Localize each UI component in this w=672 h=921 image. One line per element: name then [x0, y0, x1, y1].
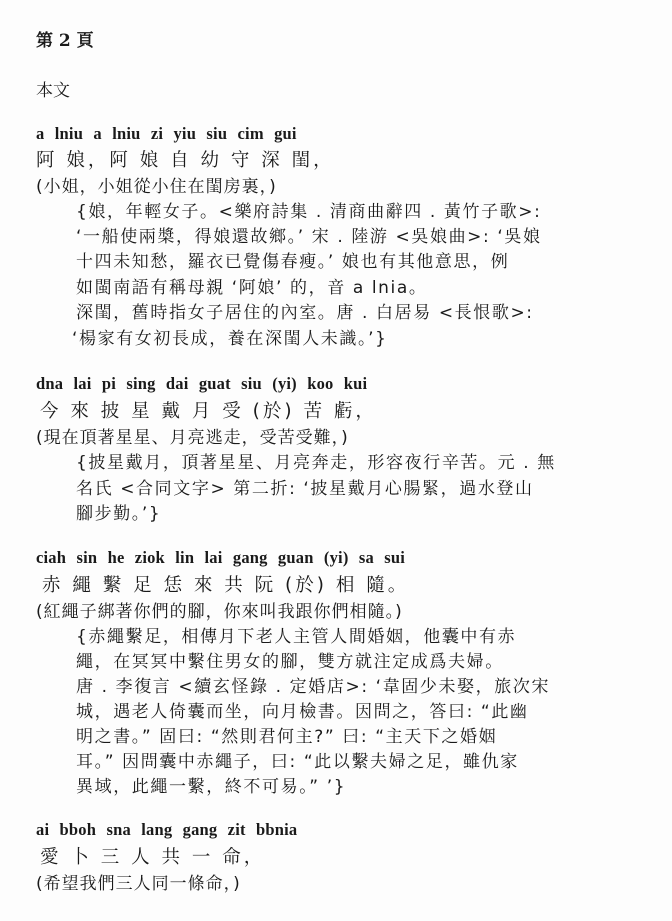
- stanza-romanization: ciah sin he ziok lin lai gang guan (yi) sa sui: [36, 548, 406, 567]
- stanza-romanization: a lniu a lniu zi yiu siu cim gui: [36, 124, 297, 143]
- stanza-gloss: (紅繩子綁著你們的腳，你來叫我跟你們相隨。): [36, 602, 403, 622]
- page-number: 第 2 頁: [36, 31, 94, 51]
- annotation-line: ‘一船使兩槳，得娘還故鄉。’ 宋 . 陸游 <吳娘曲>: ‘吳娘: [76, 227, 542, 247]
- annotation-line: 十四未知愁，羅衣已覺傷春瘦。’ 娘也有其他意思，例: [76, 252, 510, 272]
- annotation-line: 名氏 <合同文字> 第二折: ‘披星戴月心腸緊，過水登山: [76, 479, 534, 499]
- annotation-line: 耳。” 因問囊中赤繩子，曰: “此以繫夫婦之足，雖仇家: [76, 752, 519, 772]
- stanza-gloss: (小姐，小姐從小住在閨房裏，): [36, 177, 277, 197]
- annotation-line: 深閨，舊時指女子居住的內室。唐 . 白居易 <長恨歌>:: [76, 303, 534, 323]
- stanza-hanzi: 阿 娘，阿 娘 自 幼 守 深 閨，: [36, 150, 335, 171]
- stanza-gloss: (現在頂著星星、月亮逃走，受苦受難，): [36, 428, 349, 448]
- annotation-line: {赤繩繫足，相傳月下老人主管人間婚姻，他囊中有赤: [76, 627, 517, 647]
- stanza-hanzi: 愛 卜 三 人 共 一 命，: [40, 847, 266, 868]
- stanza-gloss: (希望我們三人同一條命，): [36, 874, 241, 894]
- annotation-line: 異域，此繩一繫，終不可易。” ’}: [76, 777, 347, 797]
- stanza-romanization: dna lai pi sing dai guat siu (yi) koo kui: [36, 374, 368, 393]
- annotation-line: 腳步勤。’}: [76, 504, 162, 524]
- annotation-line: {披星戴月，頂著星星、月亮奔走，形容夜行辛苦。元 . 無: [76, 453, 556, 473]
- annotation-line: 城，遇老人倚囊而坐，向月檢書。因問之，答曰: “此幽: [76, 702, 529, 722]
- annotation-line: ‘楊家有女初長成，養在深閨人未識。’}: [72, 329, 388, 349]
- annotation-line: 繩，在冥冥中繫住男女的腳，雙方就注定成爲夫婦。: [76, 652, 504, 672]
- stanza-romanization: ai bboh sna lang gang zit bbnia: [36, 820, 298, 839]
- annotation-line: 明之書。” 固曰: “然則君何主?” 曰: “主天下之婚姻: [76, 727, 498, 747]
- stanza-hanzi: 今 來 披 星 戴 月 受 (於) 苦 虧，: [40, 401, 377, 422]
- annotation-line: 如閩南語有稱母親 ‘阿娘’ 的，音 a lnia。: [76, 278, 428, 298]
- annotation-line: {娘，年輕女子。<樂府詩集 . 清商曲辭四 . 黃竹子歌>:: [76, 202, 542, 222]
- stanza-hanzi: 赤 繩 繫 足 恁 來 共 阮 (於) 相 隨。: [42, 575, 410, 596]
- section-title: 本文: [36, 81, 70, 101]
- annotation-line: 唐 . 李復言 <續玄怪錄 . 定婚店>: ‘韋固少未娶，旅次宋: [76, 677, 551, 697]
